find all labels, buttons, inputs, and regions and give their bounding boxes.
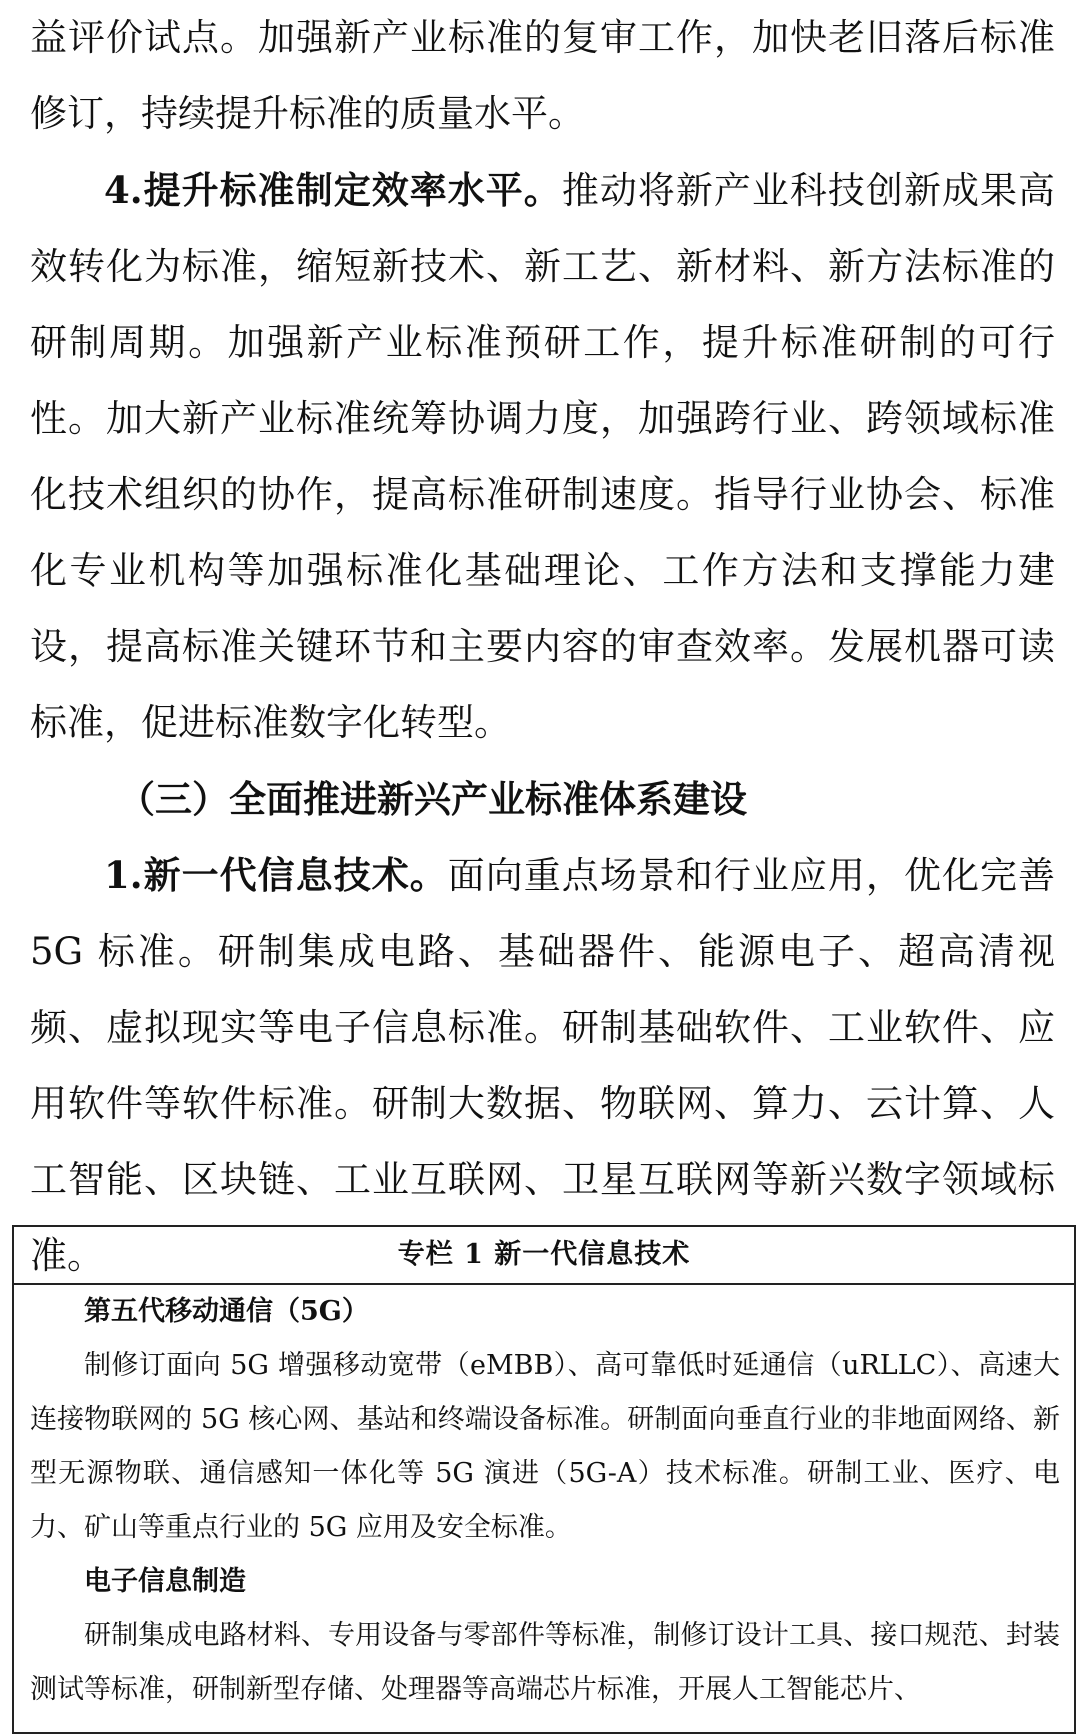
column-subheading-5g: 第五代移动通信（5G） [84,1296,369,1327]
column-paragraph-electronics: 研制集成电路材料、专用设备与零部件等标准，制修订设计工具、接口规范、封装测试等标准，研制新型存储、处理器等高端芯片标准，开展人工智能芯片、 [30,1620,1060,1705]
paragraph-heading: 4.提升标准制定效率水平。 [104,168,562,212]
section-heading: （三）全面推进新兴产业标准体系建设 [118,777,747,821]
body-text [30,0,1055,1294]
column-subheading-electronics: 电子信息制造 [84,1566,246,1597]
column-box [12,1225,1076,1734]
paragraph-text: 面向重点场景和行业应用，优化完善 5G 标准。研制集成电路、基础器件、能源电子、超高清视频、虚拟现实等电子信息标准。研制基础软件、工业软件、应用软件等软件标准。研制大数据、物联网、算力、云计算、人工智能、区块链、工业互联网、卫星互联网等新兴数字领域标准。 [30,854,1055,1277]
column-box-title: 专栏 1 新一代信息技术 [14,1227,1074,1285]
paragraph-efficiency [30,152,1055,761]
paragraph-text: 推动将新产业科技创新成果高效转化为标准，缩短新技术、新工艺、新材料、新方法标准的研制周期。加强新产业标准预研工作，提升标准研制的可行性。加大新产业标准统筹协调力度，加强跨行业、跨领域标准化技术组织的协作，提高标准研制速度。指导行业协会、标准化专业机构等加强标准化基础理论、工作方法和支撑能力建设，提高标准关键环节和主要内容的审查效率。发展机器可读标准，促进标准数字化转型。 [30,169,1055,744]
column-box-content [14,1285,1074,1717]
paragraph-heading: 1.新一代信息技术。 [104,853,448,897]
column-paragraph-5g: 制修订面向 5G 增强移动宽带（eMBB）、高可靠低时延通信（uRLLC）、高速大连接物联网的 5G 核心网、基站和终端设备标准。研制面向垂直行业的非地面网络、新型无源物联、通信感知一体化等 5G 演进（5G-A）技术标准。研制工业、医疗、电力、矿山等重点行业的 5G 应用及安全标准。 [30,1350,1060,1543]
paragraph-continuation: 益评价试点。加强新产业标准的复审工作，加快老旧落后标准修订，持续提升标准的质量水平。 [30,16,1055,135]
